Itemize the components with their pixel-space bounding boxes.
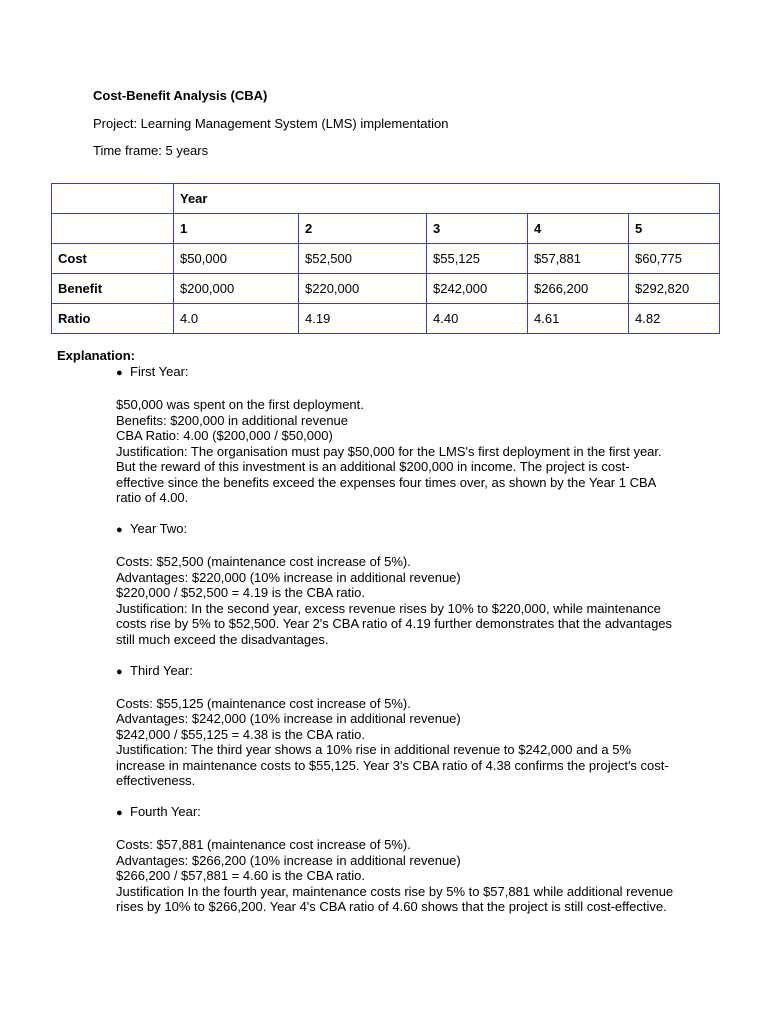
year-number: 1 bbox=[174, 214, 299, 244]
year-number: 5 bbox=[629, 214, 720, 244]
section-paragraph bbox=[116, 397, 676, 506]
table-cell: $52,500 bbox=[299, 244, 427, 274]
paragraph-line: Benefits: $200,000 in additional revenue bbox=[116, 412, 349, 428]
table-cell: $200,000 bbox=[174, 274, 299, 304]
paragraph-line: Justification: The organisation must pay $50,000 for the LMS's first deployment in the first year. But the reward of this investment is an additional $200,000 in income. The project is cost-effective since the benefits exceed the expenses four times over, as shown by the Year 1 CBA ratio of 4.00. bbox=[116, 443, 662, 505]
table-cell: $60,775 bbox=[629, 244, 720, 274]
bullet-label: Fourth Year: bbox=[130, 804, 201, 819]
table-cell: 4.61 bbox=[528, 304, 629, 334]
table-cell: $55,125 bbox=[427, 244, 528, 274]
table-row-benefit bbox=[52, 274, 720, 304]
row-label: Ratio bbox=[52, 304, 174, 334]
table-cell: $266,200 bbox=[528, 274, 629, 304]
table-cell: $50,000 bbox=[174, 244, 299, 274]
bullet-icon: ● bbox=[116, 367, 123, 379]
table-year-row bbox=[52, 214, 720, 244]
project-line: Project: Learning Management System (LMS) implementation bbox=[93, 116, 449, 131]
year-header: Year bbox=[174, 184, 720, 214]
paragraph-line: CBA Ratio: 4.00 ($200,000 / $50,000) bbox=[116, 428, 333, 443]
bullet-label: Third Year: bbox=[130, 662, 193, 678]
table-header-row bbox=[52, 184, 720, 214]
table-cell: $292,820 bbox=[629, 274, 720, 304]
paragraph-line: $220,000 / $52,500 = 4.19 is the CBA ratio. bbox=[116, 585, 365, 600]
paragraph-line: Costs: $52,500 (maintenance cost increase of 5%). bbox=[116, 554, 411, 569]
bullet-item bbox=[116, 804, 676, 822]
paragraph-line: Justification In the fourth year, maintenance costs rise by 5% to $57,881 while additional revenue rises by 10% to $266,200. Year 4's CBA ratio of 4.60 shows that the project is still cost-effective. bbox=[116, 883, 674, 914]
year-number: 4 bbox=[528, 214, 629, 244]
timeframe-line: Time frame: 5 years bbox=[93, 143, 209, 158]
paragraph-line: Advantages: $266,200 (10% increase in additional revenue) bbox=[116, 852, 461, 868]
year-number: 2 bbox=[299, 214, 427, 244]
table-cell: 4.82 bbox=[629, 304, 720, 334]
table-row-cost bbox=[52, 244, 720, 274]
paragraph-line: Costs: $55,125 (maintenance cost increase of 5%). bbox=[116, 695, 411, 711]
bullet-label: Year Two: bbox=[130, 521, 188, 536]
section-paragraph bbox=[116, 554, 676, 647]
section-paragraph bbox=[116, 696, 676, 789]
paragraph-line: Advantages: $220,000 (10% increase in additional revenue) bbox=[116, 569, 461, 585]
table-cell: 4.0 bbox=[174, 304, 299, 334]
document-title: Cost-Benefit Analysis (CBA) bbox=[93, 88, 268, 103]
table-cell: 4.19 bbox=[299, 304, 427, 334]
table-cell: $220,000 bbox=[299, 274, 427, 304]
bullet-item bbox=[116, 364, 676, 382]
explanation-heading: Explanation: bbox=[57, 348, 136, 363]
row-label: Benefit bbox=[52, 274, 174, 304]
paragraph-line: Costs: $57,881 (maintenance cost increase of 5%). bbox=[116, 837, 411, 852]
explanation-body bbox=[116, 364, 676, 915]
paragraph-line: Justification: The third year shows a 10% rise in additional revenue to $242,000 and a 5% increase in maintenance costs to $55,125. Year 3's CBA ratio of 4.38 confirms the project's cost-effectiveness. bbox=[116, 742, 669, 788]
year-number: 3 bbox=[427, 214, 528, 244]
row-label: Cost bbox=[52, 244, 174, 274]
table-cell: $242,000 bbox=[427, 274, 528, 304]
section-paragraph bbox=[116, 837, 676, 915]
table-cell: $57,881 bbox=[528, 244, 629, 274]
paragraph-line: $242,000 / $55,125 = 4.38 is the CBA ratio. bbox=[116, 726, 365, 742]
bullet-item bbox=[116, 663, 676, 681]
paragraph-line: Advantages: $242,000 (10% increase in additional revenue) bbox=[116, 711, 461, 726]
table-corner-cell bbox=[52, 184, 174, 214]
table-row-ratio bbox=[52, 304, 720, 334]
paragraph-line: $266,200 / $57,881 = 4.60 is the CBA ratio. bbox=[116, 868, 365, 883]
paragraph-line: $50,000 was spent on the first deployment. bbox=[116, 397, 364, 412]
paragraph-line: Justification: In the second year, excess revenue rises by 10% to $220,000, while maintenance costs rise by 5% to $52,500. Year 2's CBA ratio of 4.19 further demonstrates that the advantages still much exceed the disadvantages. bbox=[116, 600, 673, 647]
table-blank-cell bbox=[52, 214, 174, 244]
bullet-label: First Year: bbox=[130, 364, 189, 379]
bullet-icon: ● bbox=[116, 807, 123, 819]
table-cell: 4.40 bbox=[427, 304, 528, 334]
bullet-icon: ● bbox=[116, 665, 123, 678]
cba-table bbox=[51, 183, 720, 334]
bullet-icon: ● bbox=[116, 524, 123, 536]
bullet-item bbox=[116, 521, 676, 539]
